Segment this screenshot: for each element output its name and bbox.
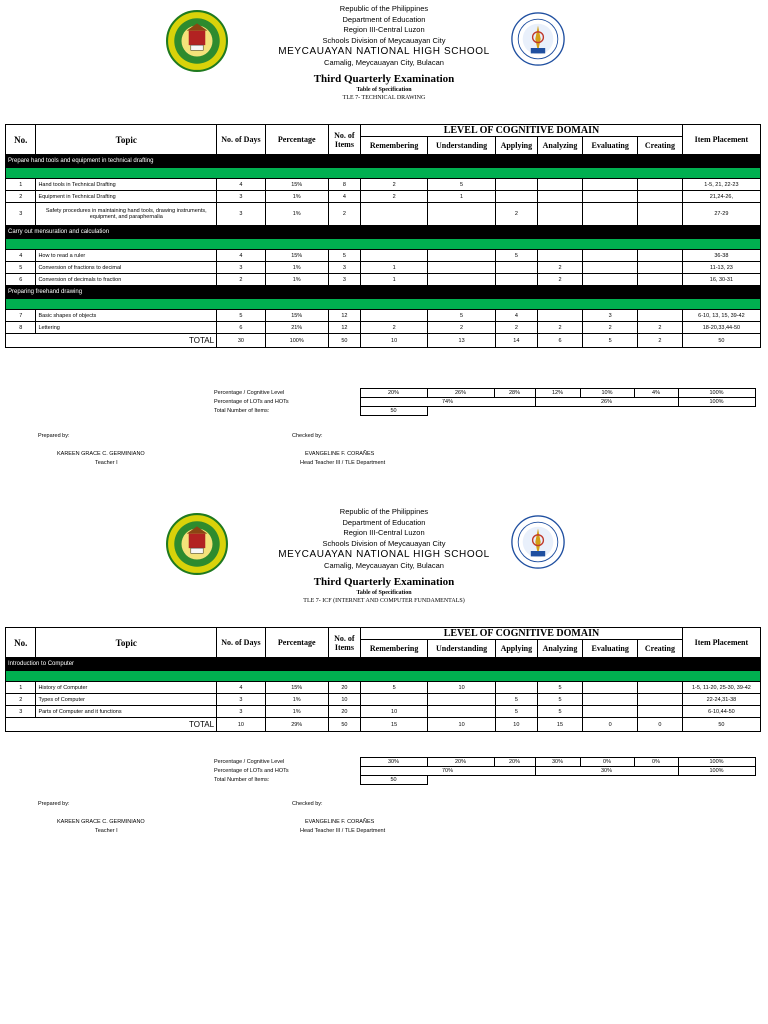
row-placement: 6-10,44-50 xyxy=(682,706,760,718)
row-level-u xyxy=(428,274,496,286)
row-days: 3 xyxy=(217,706,266,718)
total-days: 30 xyxy=(217,334,266,348)
green-spacer-row xyxy=(6,168,761,179)
row-level-u: 10 xyxy=(428,682,496,694)
lots-hots-total: 100% xyxy=(678,398,755,407)
lots-hots-label: Percentage of LOTs and HOTs xyxy=(214,399,289,405)
header-address: Camalig, Meycauayan City, Bulacan xyxy=(324,58,444,67)
level-header: Creating xyxy=(638,137,683,155)
header-department: Department of Education xyxy=(342,517,426,527)
row-level-u: 5 xyxy=(428,179,496,191)
col-days-header: No. of Days xyxy=(217,628,266,658)
row-level-r: 10 xyxy=(361,706,428,718)
row-topic: Hand tools in Technical Drafting xyxy=(36,179,217,191)
col-items-header: No. of Items xyxy=(328,628,360,658)
preparer-name: KAREEN GRACE C. GERMINIANO xyxy=(57,451,145,457)
row-number: 4 xyxy=(6,250,36,262)
row-level-r xyxy=(361,250,428,262)
row-level-cr xyxy=(638,262,683,274)
section-band-row xyxy=(6,155,761,168)
row-placement: 22-24,31-38 xyxy=(682,694,760,706)
table-row xyxy=(6,706,761,718)
row-placement: 16, 30-31 xyxy=(682,274,760,286)
header-school: MEYCAUAYAN NATIONAL HIGH SCHOOL xyxy=(278,549,490,560)
row-level-ev xyxy=(583,262,638,274)
total-items-value: 50 xyxy=(360,407,427,416)
total-level-u: 13 xyxy=(428,334,496,348)
summary-row xyxy=(212,407,755,416)
total-items-value: 50 xyxy=(360,776,427,785)
row-placement: 6-10, 13, 15, 39-42 xyxy=(682,310,760,322)
cognitive-level-value: 20% xyxy=(494,758,535,767)
col-days-header: No. of Days xyxy=(217,125,266,155)
row-items: 3 xyxy=(328,274,360,286)
row-placement: 1-5, 11-20, 25-30, 39-42 xyxy=(682,682,760,694)
total-level-r: 15 xyxy=(361,718,428,732)
section-title: Introduction to Computer xyxy=(6,658,761,671)
row-days: 3 xyxy=(217,191,266,203)
cognitive-level-total: 100% xyxy=(678,389,755,398)
row-level-cr xyxy=(638,682,683,694)
row-topic: How to read a ruler xyxy=(36,250,217,262)
row-level-cr xyxy=(638,250,683,262)
total-level-ev: 5 xyxy=(583,334,638,348)
summary-table xyxy=(212,388,756,416)
row-level-ev xyxy=(583,682,638,694)
cognitive-level-value: 4% xyxy=(634,389,678,398)
row-percentage: 15% xyxy=(265,682,328,694)
row-number: 3 xyxy=(6,706,36,718)
row-number: 6 xyxy=(6,274,36,286)
row-items: 3 xyxy=(328,262,360,274)
lots-hots-label: Percentage of LOTs and HOTs xyxy=(214,768,289,774)
table-row xyxy=(6,274,761,286)
row-level-an: 5 xyxy=(537,694,583,706)
summary-table xyxy=(212,757,756,785)
total-items: 50 xyxy=(328,334,360,348)
section-title: Prepare hand tools and equipment in technical drafting xyxy=(6,155,761,168)
row-level-u: 2 xyxy=(428,322,496,334)
exam-title: Third Quarterly Examination xyxy=(313,575,455,588)
level-header: Creating xyxy=(638,640,683,658)
row-level-ev: 3 xyxy=(583,310,638,322)
row-percentage: 1% xyxy=(265,191,328,203)
row-percentage: 1% xyxy=(265,706,328,718)
row-level-cr xyxy=(638,203,683,226)
row-level-an xyxy=(537,179,583,191)
preparer-title: Teacher I xyxy=(95,828,118,834)
row-level-ap xyxy=(496,682,538,694)
row-percentage: 15% xyxy=(265,250,328,262)
lots-value: 74% xyxy=(360,398,535,407)
total-level-r: 10 xyxy=(361,334,428,348)
summary-row xyxy=(212,776,755,785)
total-percentage: 29% xyxy=(265,718,328,732)
row-level-r xyxy=(361,694,428,706)
total-items: 50 xyxy=(328,718,360,732)
checker-name: EVANGELINE F. CORAÑES xyxy=(305,819,375,825)
row-level-r: 2 xyxy=(361,191,428,203)
table-row xyxy=(6,310,761,322)
section-title: Preparing freehand drawing xyxy=(6,286,761,299)
row-days: 6 xyxy=(217,322,266,334)
row-percentage: 21% xyxy=(265,322,328,334)
row-items: 20 xyxy=(328,682,360,694)
green-spacer-row xyxy=(6,239,761,250)
row-topic: Conversion of decimals to fraction xyxy=(36,274,217,286)
row-level-an xyxy=(537,250,583,262)
row-level-an: 5 xyxy=(537,682,583,694)
cognitive-domain-header: LEVEL OF COGNITIVE DOMAIN xyxy=(361,628,683,640)
prepared-label: Prepared by: xyxy=(38,801,70,807)
row-level-an: 2 xyxy=(537,274,583,286)
row-level-an xyxy=(537,310,583,322)
row-level-cr xyxy=(638,694,683,706)
row-items: 2 xyxy=(328,203,360,226)
row-items: 10 xyxy=(328,694,360,706)
row-level-cr xyxy=(638,191,683,203)
row-percentage: 15% xyxy=(265,310,328,322)
subject-title: TLE 7- TECHNICAL DRAWING xyxy=(342,94,426,101)
row-number: 2 xyxy=(6,694,36,706)
row-level-an: 2 xyxy=(537,262,583,274)
col-percentage-header: Percentage xyxy=(265,628,328,658)
tos-table xyxy=(5,627,761,732)
green-spacer xyxy=(6,168,761,179)
col-items-header: No. of Items xyxy=(328,125,360,155)
row-days: 3 xyxy=(217,203,266,226)
checker-title: Head Teacher III / TLE Department xyxy=(300,828,386,834)
hots-value: 26% xyxy=(535,398,678,407)
row-days: 3 xyxy=(217,694,266,706)
row-level-r: 1 xyxy=(361,274,428,286)
row-level-r: 2 xyxy=(361,179,428,191)
row-topic: Safety procedures in maintaining hand tools, drawing instruments, equipment, and paraphernalia xyxy=(36,203,217,226)
row-placement: 1-5, 21, 22-23 xyxy=(682,179,760,191)
cognitive-level-value: 30% xyxy=(360,758,427,767)
section-band-row xyxy=(6,658,761,671)
total-level-u: 10 xyxy=(428,718,496,732)
row-level-ap: 5 xyxy=(496,250,538,262)
row-level-an xyxy=(537,203,583,226)
col-placement-header: Item Placement xyxy=(682,628,760,658)
row-level-u xyxy=(428,694,496,706)
row-level-ev xyxy=(583,203,638,226)
row-percentage: 1% xyxy=(265,203,328,226)
header-row xyxy=(6,125,761,137)
header-row xyxy=(6,628,761,640)
section-band-row xyxy=(6,226,761,239)
row-items: 8 xyxy=(328,179,360,191)
total-items-label: Total Number of Items: xyxy=(214,777,270,783)
col-no-header: No. xyxy=(6,628,36,658)
tos-title: Table of Specification xyxy=(356,589,412,596)
summary-row xyxy=(212,758,755,767)
cognitive-level-value: 10% xyxy=(580,389,634,398)
tos-table xyxy=(5,124,761,348)
row-items: 12 xyxy=(328,322,360,334)
row-level-ev xyxy=(583,191,638,203)
col-topic-header: Topic xyxy=(36,125,217,155)
row-number: 5 xyxy=(6,262,36,274)
green-spacer-row xyxy=(6,299,761,310)
header-division: Schools Division of Meycauayan City xyxy=(322,538,446,548)
row-level-u xyxy=(428,262,496,274)
col-percentage-header: Percentage xyxy=(265,125,328,155)
header-division: Schools Division of Meycauayan City xyxy=(322,35,446,45)
cognitive-level-value: 20% xyxy=(360,389,427,398)
section-band-row xyxy=(6,286,761,299)
row-percentage: 1% xyxy=(265,694,328,706)
col-topic-header: Topic xyxy=(36,628,217,658)
row-number: 1 xyxy=(6,179,36,191)
total-level-ap: 10 xyxy=(496,718,538,732)
total-days: 10 xyxy=(217,718,266,732)
green-spacer xyxy=(6,239,761,250)
table-row xyxy=(6,682,761,694)
level-header: Applying xyxy=(496,640,538,658)
total-label: TOTAL xyxy=(6,718,217,732)
row-level-cr xyxy=(638,310,683,322)
row-placement: 36-38 xyxy=(682,250,760,262)
checker-title: Head Teacher III / TLE Department xyxy=(300,460,386,466)
row-placement: 27-29 xyxy=(682,203,760,226)
row-percentage: 1% xyxy=(265,274,328,286)
tos-title: Table of Specification xyxy=(356,86,412,93)
total-level-cr: 0 xyxy=(638,718,683,732)
exam-title: Third Quarterly Examination xyxy=(313,72,455,85)
green-spacer xyxy=(6,671,761,682)
total-items-label: Total Number of Items: xyxy=(214,408,270,414)
cognitive-domain-header: LEVEL OF COGNITIVE DOMAIN xyxy=(361,125,683,137)
lots-hots-total: 100% xyxy=(678,767,755,776)
green-spacer-row xyxy=(6,671,761,682)
row-days: 4 xyxy=(217,250,266,262)
row-days: 2 xyxy=(217,274,266,286)
header-region: Region III-Central Luzon xyxy=(343,25,425,34)
row-level-ev: 2 xyxy=(583,322,638,334)
level-header: Analyzing xyxy=(537,640,583,658)
row-topic: Equipment in Technical Drafting xyxy=(36,191,217,203)
row-items: 20 xyxy=(328,706,360,718)
total-placement: 50 xyxy=(682,334,760,348)
level-header: Remembering xyxy=(361,137,428,155)
header-region: Region III-Central Luzon xyxy=(343,528,425,537)
row-level-ev xyxy=(583,706,638,718)
hots-value: 30% xyxy=(535,767,678,776)
row-days: 5 xyxy=(217,310,266,322)
col-placement-header: Item Placement xyxy=(682,125,760,155)
row-level-u: 5 xyxy=(428,310,496,322)
row-topic: History of Computer xyxy=(36,682,217,694)
level-header: Understanding xyxy=(428,137,496,155)
sheet-header xyxy=(0,507,768,605)
row-topic: Lettering xyxy=(36,322,217,334)
table-row xyxy=(6,203,761,226)
row-level-u xyxy=(428,706,496,718)
total-level-an: 15 xyxy=(537,718,583,732)
sheet-icf xyxy=(0,503,768,903)
row-items: 4 xyxy=(328,191,360,203)
level-header: Remembering xyxy=(361,640,428,658)
row-level-ap: 4 xyxy=(496,310,538,322)
row-topic: Parts of Computer and it functions xyxy=(36,706,217,718)
sheet-technical-drawing xyxy=(0,0,768,500)
preparer-name: KAREEN GRACE C. GERMINIANO xyxy=(57,819,145,825)
row-level-an: 5 xyxy=(537,706,583,718)
cognitive-level-value: 28% xyxy=(494,389,535,398)
row-number: 2 xyxy=(6,191,36,203)
total-level-ev: 0 xyxy=(583,718,638,732)
row-items: 5 xyxy=(328,250,360,262)
row-level-ap xyxy=(496,179,538,191)
subject-title: TLE 7- ICF (INTERNET AND COMPUTER FUNDAMENTALS) xyxy=(303,597,465,604)
checked-label: Checked by: xyxy=(292,433,323,439)
row-topic: Conversion of fractions to decimal xyxy=(36,262,217,274)
cognitive-level-value: 0% xyxy=(580,758,634,767)
row-level-an: 2 xyxy=(537,322,583,334)
table-row xyxy=(6,262,761,274)
summary-row xyxy=(212,767,755,776)
level-header: Understanding xyxy=(428,640,496,658)
summary-row xyxy=(212,398,755,407)
level-header: Applying xyxy=(496,137,538,155)
header-address: Camalig, Meycauayan City, Bulacan xyxy=(324,561,444,570)
sheet-header xyxy=(0,4,768,102)
total-level-an: 6 xyxy=(537,334,583,348)
cognitive-level-value: 0% xyxy=(634,758,678,767)
row-items: 12 xyxy=(328,310,360,322)
total-row xyxy=(6,334,761,348)
section-title: Carry out mensuration and calculation xyxy=(6,226,761,239)
col-no-header: No. xyxy=(6,125,36,155)
level-header: Evaluating xyxy=(583,640,638,658)
row-topic: Basic shapes of objects xyxy=(36,310,217,322)
table-row xyxy=(6,322,761,334)
header-republic: Republic of the Philippines xyxy=(339,4,429,13)
row-level-ap xyxy=(496,262,538,274)
row-number: 8 xyxy=(6,322,36,334)
total-level-ap: 14 xyxy=(496,334,538,348)
cognitive-level-total: 100% xyxy=(678,758,755,767)
total-percentage: 100% xyxy=(265,334,328,348)
row-level-cr xyxy=(638,274,683,286)
row-level-ev xyxy=(583,694,638,706)
row-number: 3 xyxy=(6,203,36,226)
row-level-ap: 5 xyxy=(496,694,538,706)
row-placement: 21,24-26, xyxy=(682,191,760,203)
level-header: Analyzing xyxy=(537,137,583,155)
row-level-ev xyxy=(583,274,638,286)
row-level-ap: 5 xyxy=(496,706,538,718)
header-school: MEYCAUAYAN NATIONAL HIGH SCHOOL xyxy=(278,46,490,57)
cognitive-level-value: 20% xyxy=(427,758,494,767)
green-spacer xyxy=(6,299,761,310)
cognitive-level-label: Percentage / Cognitive Level xyxy=(214,390,285,396)
header-department: Department of Education xyxy=(342,14,426,24)
row-level-r xyxy=(361,310,428,322)
row-level-u: 1 xyxy=(428,191,496,203)
row-percentage: 15% xyxy=(265,179,328,191)
row-days: 4 xyxy=(217,179,266,191)
summary-row xyxy=(212,389,755,398)
row-level-r: 5 xyxy=(361,682,428,694)
table-row xyxy=(6,191,761,203)
row-level-cr xyxy=(638,706,683,718)
table-row xyxy=(6,694,761,706)
preparer-title: Teacher I xyxy=(95,460,118,466)
row-percentage: 1% xyxy=(265,262,328,274)
row-number: 1 xyxy=(6,682,36,694)
total-placement: 50 xyxy=(682,718,760,732)
table-row xyxy=(6,179,761,191)
row-level-an xyxy=(537,191,583,203)
row-level-cr xyxy=(638,179,683,191)
row-level-ev xyxy=(583,179,638,191)
row-level-ap: 2 xyxy=(496,203,538,226)
lots-value: 70% xyxy=(360,767,535,776)
total-row xyxy=(6,718,761,732)
row-level-ap: 2 xyxy=(496,322,538,334)
prepared-label: Prepared by: xyxy=(38,433,70,439)
row-level-r: 2 xyxy=(361,322,428,334)
row-placement: 11-13, 23 xyxy=(682,262,760,274)
row-days: 4 xyxy=(217,682,266,694)
row-level-r: 1 xyxy=(361,262,428,274)
cognitive-level-label: Percentage / Cognitive Level xyxy=(214,759,285,765)
row-placement: 18-20,33,44-50 xyxy=(682,322,760,334)
total-label: TOTAL xyxy=(6,334,217,348)
cognitive-level-value: 12% xyxy=(535,389,580,398)
table-row xyxy=(6,250,761,262)
row-level-r xyxy=(361,203,428,226)
level-header: Evaluating xyxy=(583,137,638,155)
cognitive-level-value: 26% xyxy=(427,389,494,398)
row-days: 3 xyxy=(217,262,266,274)
row-level-cr: 2 xyxy=(638,322,683,334)
row-level-u xyxy=(428,250,496,262)
row-number: 7 xyxy=(6,310,36,322)
header-republic: Republic of the Philippines xyxy=(339,507,429,516)
row-topic: Types of Computer xyxy=(36,694,217,706)
row-level-ap xyxy=(496,274,538,286)
checker-name: EVANGELINE F. CORAÑES xyxy=(305,451,375,457)
checked-label: Checked by: xyxy=(292,801,323,807)
row-level-ev xyxy=(583,250,638,262)
row-level-ap xyxy=(496,191,538,203)
cognitive-level-value: 30% xyxy=(535,758,580,767)
row-level-u xyxy=(428,203,496,226)
total-level-cr: 2 xyxy=(638,334,683,348)
